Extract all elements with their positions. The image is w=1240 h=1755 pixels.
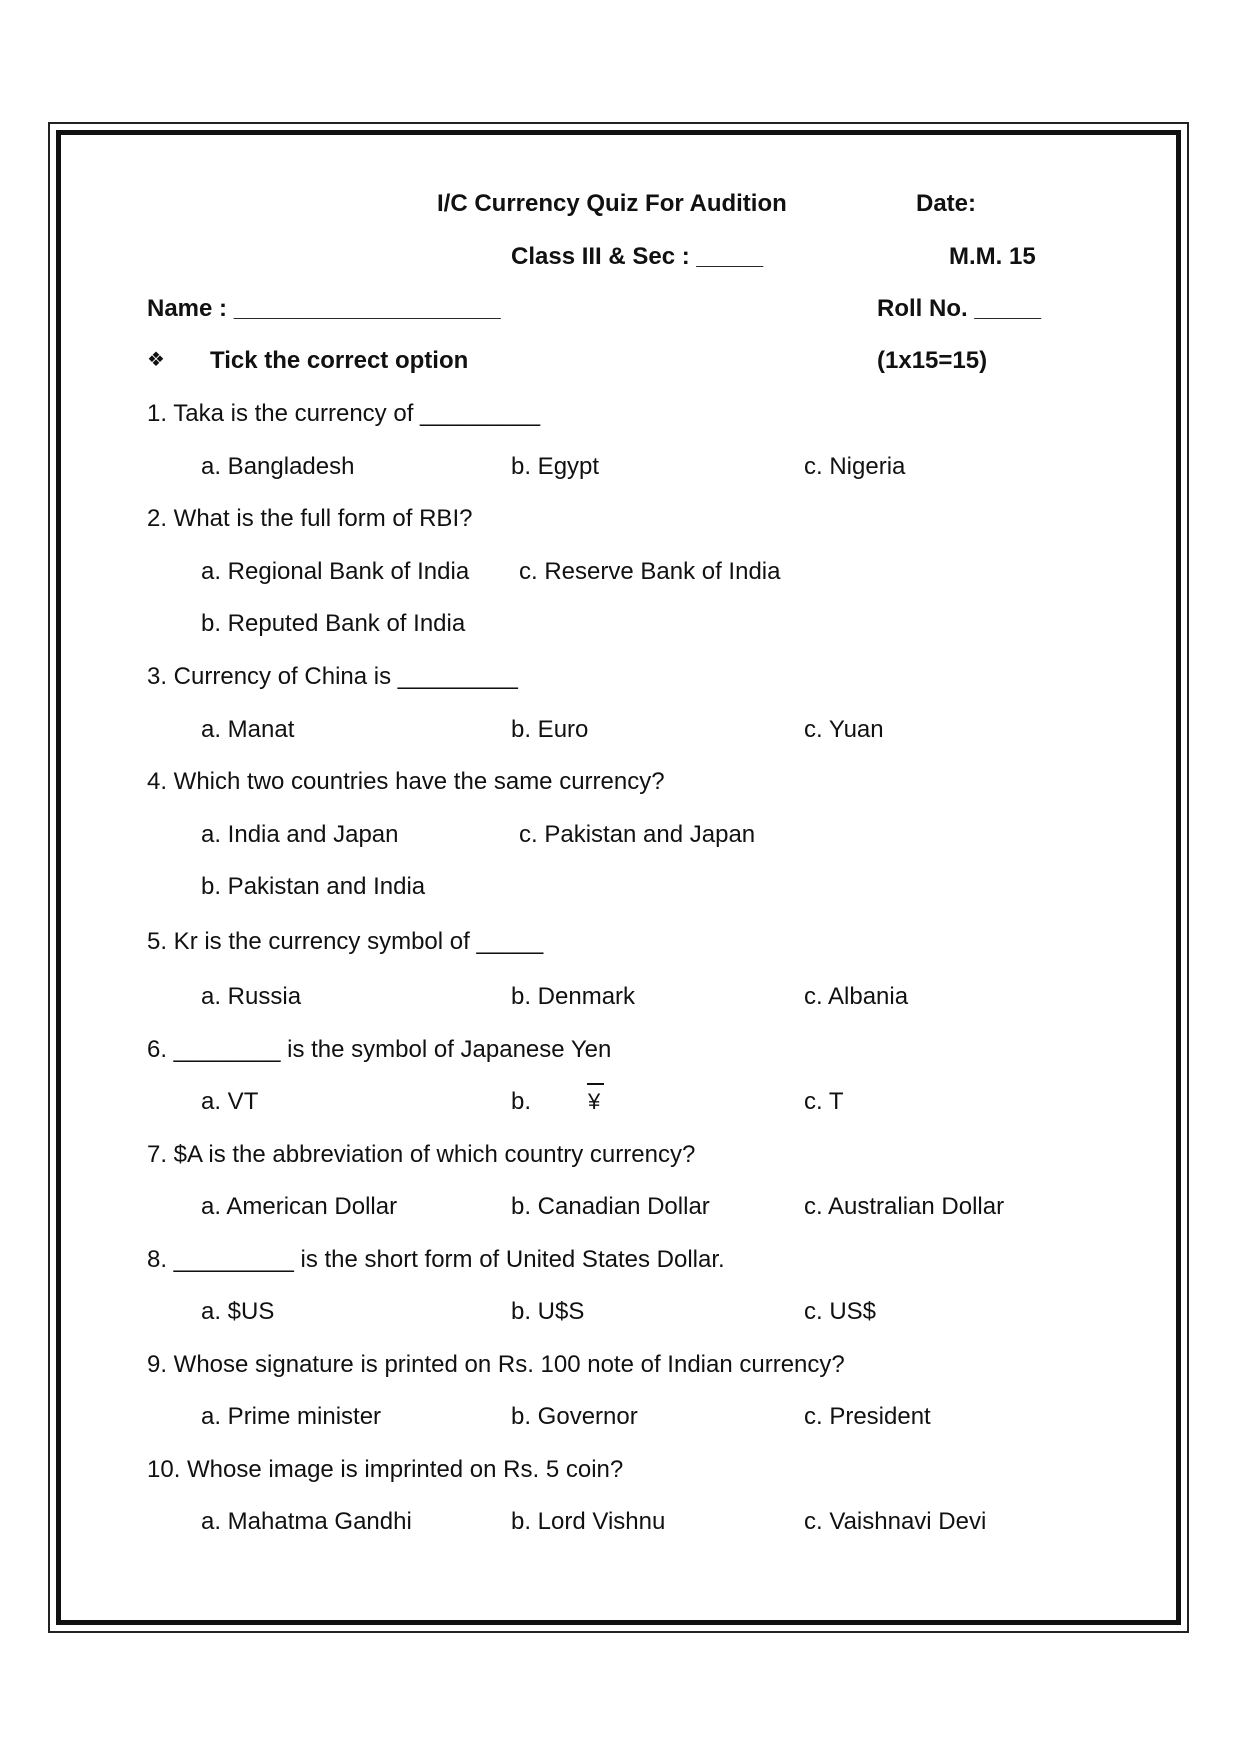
q5-option-b: b. Denmark — [511, 983, 636, 1010]
yen-overline — [587, 1083, 604, 1085]
q5-option-a: a. Russia — [201, 983, 302, 1010]
q7-option-a: a. American Dollar — [201, 1193, 398, 1220]
instruction-text: Tick the correct option — [210, 347, 469, 374]
q4-option-a: a. India and Japan — [201, 821, 399, 848]
q8-option-b: b. U$S — [511, 1298, 585, 1325]
question-4: 4. Which two countries have the same currency? — [147, 768, 665, 795]
q10-option-b: b. Lord Vishnu — [511, 1508, 666, 1535]
q5-option-c: c. Albania — [804, 983, 909, 1010]
question-10: 10. Whose image is imprinted on Rs. 5 coin? — [147, 1456, 624, 1483]
class-section-label: Class III & Sec : _____ — [511, 243, 764, 270]
q2-option-b: b. Reputed Bank of India — [201, 610, 466, 637]
q8-option-c: c. US$ — [804, 1298, 877, 1325]
diamond-bullet-icon: ❖ — [147, 349, 165, 371]
q3-option-c: c. Yuan — [804, 716, 884, 743]
date-label: Date: — [916, 190, 977, 217]
q2-option-a: a. Regional Bank of India — [201, 558, 470, 585]
question-2: 2. What is the full form of RBI? — [147, 505, 473, 532]
max-marks: M.M. 15 — [949, 243, 1036, 270]
q9-option-a: a. Prime minister — [201, 1403, 382, 1430]
q1-option-a: a. Bangladesh — [201, 453, 355, 480]
question-5: 5. Kr is the currency symbol of _____ — [147, 928, 544, 955]
q7-option-c: c. Australian Dollar — [804, 1193, 1005, 1220]
question-1: 1. Taka is the currency of _________ — [147, 400, 541, 427]
question-8: 8. _________ is the short form of United States Dollar. — [147, 1246, 725, 1273]
q9-option-c: c. President — [804, 1403, 931, 1430]
q3-option-b: b. Euro — [511, 716, 589, 743]
q6-option-b: b. — [511, 1088, 532, 1115]
q1-option-b: b. Egypt — [511, 453, 600, 480]
q4-option-b: b. Pakistan and India — [201, 873, 426, 900]
question-6: 6. ________ is the symbol of Japanese Yen — [147, 1036, 612, 1063]
question-9: 9. Whose signature is printed on Rs. 100 note of Indian currency? — [147, 1351, 845, 1378]
question-7: 7. $A is the abbreviation of which country currency? — [147, 1141, 696, 1168]
q8-option-a: a. $US — [201, 1298, 275, 1325]
section-marks: (1x15=15) — [877, 347, 988, 374]
q3-option-a: a. Manat — [201, 716, 295, 743]
q6-option-c: c. T — [804, 1088, 844, 1115]
quiz-title: I/C Currency Quiz For Audition — [437, 190, 787, 217]
q10-option-c: c. Vaishnavi Devi — [804, 1508, 987, 1535]
q1-option-c: c. Nigeria — [804, 453, 906, 480]
question-3: 3. Currency of China is _________ — [147, 663, 518, 690]
q4-option-c: c. Pakistan and Japan — [519, 821, 756, 848]
q9-option-b: b. Governor — [511, 1403, 638, 1430]
q7-option-b: b. Canadian Dollar — [511, 1193, 710, 1220]
q2-option-c: c. Reserve Bank of India — [519, 558, 781, 585]
q6-option-a: a. VT — [201, 1088, 259, 1115]
yen-symbol: ¥ — [588, 1089, 601, 1114]
roll-number-label: Roll No. _____ — [877, 295, 1042, 322]
q10-option-a: a. Mahatma Gandhi — [201, 1508, 412, 1535]
name-field-label: Name : ____________________ — [147, 295, 501, 322]
